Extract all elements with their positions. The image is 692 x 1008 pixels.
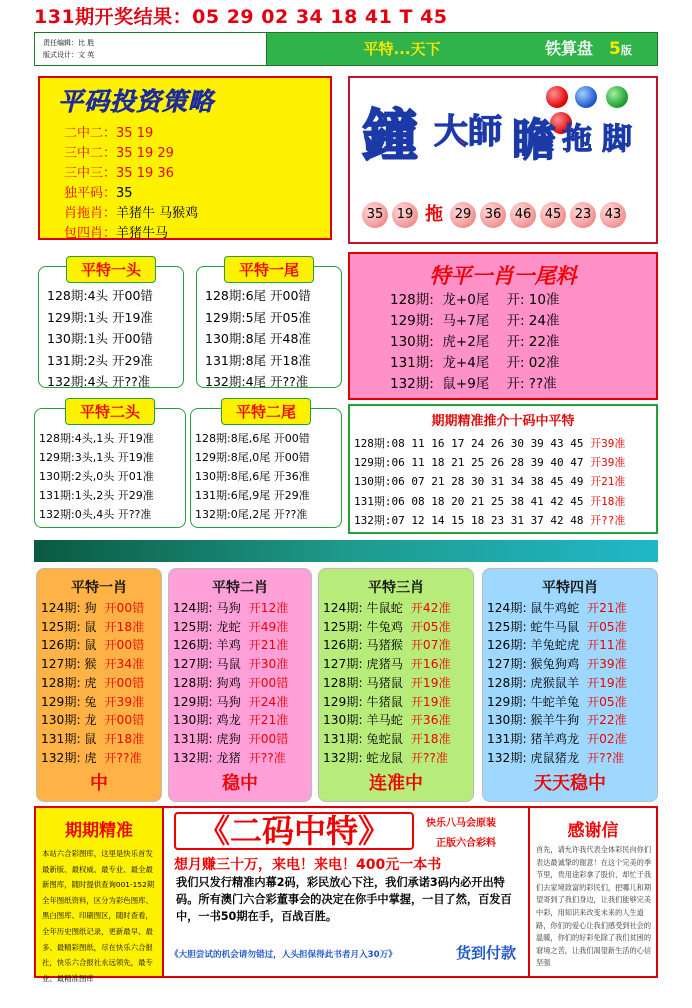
head-one-lines bbox=[47, 285, 153, 393]
strategy-value: 35 19 bbox=[116, 126, 154, 141]
recommend-numbers: 131期:06 08 18 20 21 25 38 41 42 45 bbox=[354, 494, 584, 508]
number-ball: 23 bbox=[570, 202, 596, 228]
recommend-row bbox=[354, 453, 625, 472]
recommend-result: 开21准 bbox=[590, 475, 626, 489]
zodiac-box bbox=[36, 568, 162, 802]
strategy-row bbox=[64, 144, 198, 164]
zodiac-title: 平特二肖 bbox=[212, 580, 268, 596]
header-bar bbox=[34, 32, 658, 66]
strategy-box bbox=[38, 76, 332, 240]
ad-note: 《大胆尝试的机会请勿错过，人头担保得此书者月入30万》 bbox=[170, 950, 397, 960]
header-right bbox=[537, 33, 657, 65]
zodiac-row bbox=[41, 599, 144, 618]
zodiac-pick: 124期: 鼠牛鸡蛇 bbox=[487, 601, 580, 615]
master-title-char: 大師 bbox=[434, 112, 502, 152]
strategy-label: 肖拖肖： bbox=[64, 206, 117, 221]
strategy-value: 35 19 29 bbox=[116, 146, 174, 161]
ad-side-2: 正版六合彩料 bbox=[436, 838, 496, 849]
zodiac-box bbox=[318, 568, 474, 802]
zodiac-result: 开00错 bbox=[104, 675, 145, 690]
recommend-numbers: 130期:06 07 21 28 30 31 34 38 45 49 bbox=[354, 475, 584, 489]
result-line: 132期:0头,4头 开??准 bbox=[39, 508, 152, 521]
zodiac-row bbox=[173, 674, 288, 693]
zodiac-title: 平特三肖 bbox=[368, 580, 424, 596]
strategy-label: 三中二： bbox=[64, 146, 117, 161]
zodiac-row bbox=[173, 711, 288, 730]
editor-line: 责任编辑：比 胜 bbox=[43, 39, 95, 47]
result-line: 132期: 鼠+9尾 开: ??准 bbox=[390, 376, 557, 392]
bottom-left-title: 期期精准 bbox=[65, 821, 133, 841]
zodiac-result: 开05准 bbox=[586, 694, 627, 709]
zodiac-pick: 130期: 鸡龙 bbox=[173, 713, 241, 728]
result-line: 128期:4头,1头 开19准 bbox=[39, 432, 154, 445]
zodiac-pick: 127期: 猴兔狗鸡 bbox=[487, 657, 580, 672]
zodiac-footer: 稳中 bbox=[222, 773, 258, 794]
zodiac-result: 开??准 bbox=[248, 750, 286, 765]
bottom-left-text: 本站六合彩图库，这里是快乐首发最新版、最权威、最专业、最全最新图库，随时提供查询001-152期全年图纸资料，区分为彩色图库、黑白图库、印刷图区，随时查看，全年历史图纸记录，更新最早、最多、最精彩图纸，尽在快乐六合报社，快乐六合报社永远领先，最专业、最精准图库 bbox=[42, 849, 155, 983]
zodiac-pick: 126期: 羊鸡 bbox=[173, 638, 241, 653]
head-two-lines bbox=[39, 429, 154, 524]
zodiac-row bbox=[487, 618, 627, 637]
zodiac-row bbox=[487, 749, 627, 768]
zodiac-result: 开00错 bbox=[104, 713, 145, 728]
zodiac-result: 开19准 bbox=[410, 675, 451, 690]
zodiac-pick: 127期: 猴 bbox=[41, 657, 97, 672]
result-line: 129期:3头,1头 开19准 bbox=[39, 451, 154, 464]
zodiac-row bbox=[323, 618, 451, 637]
zodiac-pick: 132期: 虎鼠猪龙 bbox=[487, 750, 580, 765]
special-title: 特平一肖一尾料 bbox=[429, 264, 577, 288]
zodiac-row bbox=[41, 749, 144, 768]
recommend-row bbox=[354, 434, 625, 453]
result-line: 128期:4头 开00错 bbox=[47, 288, 153, 303]
zodiac-result: 开19准 bbox=[410, 694, 451, 709]
paper-name: 铁算盘 bbox=[545, 39, 594, 58]
zodiac-row bbox=[173, 749, 288, 768]
bottom-left-panel bbox=[36, 808, 164, 983]
strategy-label: 独平码： bbox=[64, 186, 117, 201]
recommend-result: 开??准 bbox=[590, 513, 626, 527]
zodiac-pick: 130期: 羊马蛇 bbox=[323, 713, 403, 728]
special-lines bbox=[390, 290, 559, 395]
zodiac-result: 开18准 bbox=[410, 731, 451, 746]
strategy-label: 包四肖： bbox=[64, 226, 117, 241]
zodiac-result: 开16准 bbox=[410, 657, 451, 672]
zodiac-result: 开??准 bbox=[104, 750, 142, 765]
zodiac-box bbox=[482, 568, 658, 802]
result-line: 129期:1头 开19准 bbox=[47, 309, 153, 325]
header-title: 平特...天下 bbox=[363, 40, 441, 58]
zodiac-row bbox=[323, 749, 451, 768]
zodiac-row bbox=[323, 599, 451, 618]
zodiac-row bbox=[487, 693, 627, 712]
zodiac-result: 开05准 bbox=[586, 619, 627, 634]
zodiac-row bbox=[323, 636, 451, 655]
zodiac-pick: 127期: 虎猪马 bbox=[323, 657, 403, 672]
tail-one-box bbox=[196, 261, 342, 389]
result-line: 128期:8尾,6尾 开00错 bbox=[195, 432, 310, 445]
recommend-lines bbox=[354, 434, 625, 530]
zodiac-row bbox=[41, 711, 144, 730]
strategy-value: 羊猪牛马 bbox=[116, 226, 169, 241]
number-ball: 拖 bbox=[425, 204, 443, 225]
thanks-panel bbox=[528, 808, 656, 976]
zodiac-row bbox=[487, 674, 627, 693]
zodiac-row bbox=[41, 730, 144, 749]
recommend-row bbox=[354, 492, 625, 511]
recommend-title: 期期精准推介十码中平特 bbox=[431, 414, 575, 429]
zodiac-row bbox=[323, 674, 451, 693]
zodiac-pick: 126期: 马猪猴 bbox=[323, 638, 403, 653]
zodiac-result: 开??准 bbox=[410, 750, 449, 765]
result-line: 130期:2头,0头 开01准 bbox=[39, 470, 154, 483]
zodiac-row bbox=[41, 655, 144, 674]
thanks-text: 首先，请允许我代表全体彩民向你们表达最诚挚的谢意！在这个完美的季节里，贵用途彩拿了股价，却忙于我们去家境致富的彩民们，把哪儿和期望寄到了我们身边，让我们能够完美中彩，用知识来改变未来的人生道路，你们的爱心让我们感受到社会的温暖，你们的好彩免除了我们贫困的窘境之苦，让我们渴望新生活的心信坚强 bbox=[536, 845, 652, 968]
number-ball: 46 bbox=[510, 202, 536, 228]
result-line: 129期:8尾,0尾 开00错 bbox=[195, 451, 310, 464]
zodiac-result: 开39准 bbox=[104, 694, 145, 709]
result-line: 130期: 虎+2尾 开: 22准 bbox=[390, 334, 560, 350]
zodiac-pick: 131期: 鼠 bbox=[41, 731, 97, 746]
result-line: 130期:8尾,6尾 开36准 bbox=[195, 470, 310, 483]
result-line: 128期: 龙+0尾 开: 10准 bbox=[390, 292, 560, 308]
result-line: 131期:6尾,9尾 开29准 bbox=[195, 489, 310, 502]
tail-two-box bbox=[190, 403, 342, 528]
master-title-char: 拖 bbox=[562, 122, 592, 157]
zodiac-pick: 130期: 猴羊牛狗 bbox=[487, 713, 580, 728]
zodiac-lines bbox=[487, 599, 627, 767]
zodiac-pick: 131期: 兔蛇鼠 bbox=[323, 731, 403, 746]
zodiac-row bbox=[173, 599, 288, 618]
zodiac-row bbox=[173, 655, 288, 674]
head-one-box bbox=[38, 261, 184, 389]
recommend-numbers: 132期:07 12 14 15 18 23 31 37 42 48 bbox=[354, 513, 584, 527]
zodiac-result: 开07准 bbox=[410, 638, 451, 653]
zodiac-result: 开12准 bbox=[248, 601, 289, 615]
number-ball: 45 bbox=[540, 202, 566, 228]
zodiac-lines bbox=[173, 599, 288, 767]
master-title-char: 鐘 bbox=[362, 104, 418, 169]
result-line: 131期:1头,2头 开29准 bbox=[39, 489, 154, 502]
zodiac-lines bbox=[41, 599, 144, 767]
zodiac-pick: 128期: 虎 bbox=[41, 675, 97, 690]
zodiac-result: 开00错 bbox=[248, 731, 289, 746]
zodiac-footer: 连准中 bbox=[369, 773, 423, 794]
zodiac-pick: 125期: 牛兔鸡 bbox=[323, 619, 403, 634]
bottom-ad-panel bbox=[164, 808, 528, 976]
zodiac-pick: 132期: 龙猪 bbox=[173, 750, 241, 765]
zodiac-row bbox=[323, 730, 451, 749]
zodiac-result: 开21准 bbox=[248, 638, 289, 653]
draw-result-line: 131期开奖结果：05 29 02 34 18 41 T 45 bbox=[34, 6, 448, 28]
recommend-row bbox=[354, 472, 625, 491]
bottom-section bbox=[34, 806, 658, 983]
result-line: 130期:1头 开00错 bbox=[47, 331, 153, 346]
zodiac-row bbox=[323, 693, 451, 712]
zodiac-pick: 129期: 兔 bbox=[41, 694, 97, 709]
strategy-row bbox=[64, 164, 198, 184]
zodiac-result: 开39准 bbox=[586, 657, 627, 672]
zodiac-result: 开00错 bbox=[248, 675, 289, 690]
zodiac-result: 开18准 bbox=[104, 619, 145, 634]
strategy-row bbox=[64, 184, 198, 204]
result-line: 131期:2头 开29准 bbox=[47, 352, 153, 368]
zodiac-pick: 124期: 马狗 bbox=[173, 601, 241, 615]
strategy-row bbox=[64, 204, 198, 224]
thanks-title: 感谢信 bbox=[567, 821, 619, 841]
zodiac-row bbox=[173, 693, 288, 712]
strategy-value: 35 19 36 bbox=[116, 166, 174, 181]
recommend-numbers: 129期:06 11 18 21 25 26 28 39 40 47 bbox=[354, 456, 584, 470]
ad-paragraph: 我们只发行精准内幕2码，彩民放心下注，我们承诺3码内必开出特码。所有澳门六合彩董事会的决定在你手中掌握，一目了然，百发百中，一书50期在手，百战百胜。 bbox=[176, 876, 512, 923]
zodiac-result: 开49准 bbox=[248, 619, 289, 634]
result-line: 132期:4尾 开??准 bbox=[205, 374, 309, 389]
zodiac-result: 开36准 bbox=[410, 713, 451, 728]
zodiac-result: 开11准 bbox=[586, 638, 627, 653]
zodiac-title: 平特四肖 bbox=[542, 580, 598, 596]
zodiac-footer: 中 bbox=[90, 773, 108, 794]
zodiac-result: 开??准 bbox=[586, 750, 625, 765]
zodiac-row bbox=[487, 711, 627, 730]
zodiac-pick: 126期: 羊兔蛇虎 bbox=[487, 638, 580, 653]
master-box bbox=[348, 76, 658, 244]
number-ball: 29 bbox=[450, 202, 476, 228]
tail-two-lines bbox=[195, 429, 310, 524]
head-two-box bbox=[34, 403, 186, 528]
zodiac-box bbox=[168, 568, 312, 802]
zodiac-pick: 124期: 牛鼠蛇 bbox=[323, 601, 403, 615]
zodiac-row bbox=[41, 693, 144, 712]
strategy-title: 平码投资策略 bbox=[58, 87, 215, 116]
zodiac-row bbox=[487, 599, 627, 618]
zodiac-pick: 132期: 蛇龙鼠 bbox=[323, 750, 403, 765]
result-line: 131期: 龙+4尾 开: 02准 bbox=[390, 355, 560, 371]
zodiac-lines bbox=[323, 599, 451, 767]
result-line: 132期:4头 开??准 bbox=[47, 374, 151, 389]
zodiac-pick: 129期: 马狗 bbox=[173, 694, 241, 709]
head-one-title: 平特一头 bbox=[66, 256, 156, 283]
result-line: 129期: 马+7尾 开: 24准 bbox=[390, 313, 560, 329]
number-ball: 36 bbox=[480, 202, 506, 228]
ad-side-1: 快乐八马会原装 bbox=[426, 818, 496, 829]
tail-one-lines bbox=[205, 285, 311, 393]
zodiac-pick: 130期: 龙 bbox=[41, 713, 97, 728]
tail-one-title: 平特一尾 bbox=[224, 256, 314, 283]
zodiac-pick: 132期: 虎 bbox=[41, 750, 97, 765]
zodiac-row bbox=[41, 618, 144, 637]
strategy-rows bbox=[64, 124, 198, 244]
zodiac-row bbox=[487, 730, 627, 749]
number-ball: 35 bbox=[362, 202, 388, 228]
result-line: 132期:0尾,2尾 开??准 bbox=[195, 508, 308, 521]
strategy-label: 二中二： bbox=[64, 126, 117, 141]
result-line: 131期:8尾 开18准 bbox=[205, 352, 311, 368]
zodiac-pick: 125期: 鼠 bbox=[41, 619, 97, 634]
zodiac-row bbox=[173, 730, 288, 749]
zodiac-title: 平特一肖 bbox=[71, 580, 127, 596]
ad-payment: 货到付款 bbox=[456, 944, 517, 962]
zodiac-row bbox=[323, 655, 451, 674]
strategy-row bbox=[64, 224, 198, 244]
recommend-row bbox=[354, 511, 625, 530]
result-line: 130期:8尾 开48准 bbox=[205, 331, 311, 346]
ad-main-title: 《二码中特》 bbox=[174, 812, 414, 850]
zodiac-row bbox=[487, 655, 627, 674]
master-numbers bbox=[362, 202, 626, 228]
zodiac-result: 开00错 bbox=[104, 601, 145, 615]
recommend-result: 开39准 bbox=[590, 437, 626, 450]
zodiac-pick: 126期: 鼠 bbox=[41, 638, 97, 653]
strategy-value: 羊猪牛 马猴鸡 bbox=[116, 206, 199, 221]
edition-number: 5 bbox=[609, 39, 621, 59]
ad-slogan: 想月赚三十万，来电！来电！400元一本书 bbox=[174, 857, 442, 873]
zodiac-result: 开22准 bbox=[586, 713, 627, 728]
strategy-label: 三中三： bbox=[64, 166, 117, 181]
zodiac-row bbox=[323, 711, 451, 730]
zodiac-result: 开34准 bbox=[104, 657, 145, 672]
zodiac-pick: 128期: 虎猴鼠羊 bbox=[487, 675, 580, 690]
recommend-result: 开18准 bbox=[590, 494, 626, 508]
number-ball: 43 bbox=[600, 202, 626, 228]
zodiac-result: 开18准 bbox=[104, 731, 145, 746]
zodiac-result: 开30准 bbox=[248, 657, 289, 672]
zodiac-pick: 129期: 牛蛇羊兔 bbox=[487, 694, 580, 709]
recommend-box bbox=[348, 404, 658, 534]
zodiac-result: 开19准 bbox=[586, 675, 627, 690]
zodiac-row bbox=[487, 636, 627, 655]
strategy-value: 35 bbox=[116, 186, 133, 201]
tail-two-title: 平特二尾 bbox=[221, 398, 311, 425]
zodiac-result: 开42准 bbox=[410, 601, 451, 615]
result-line: 128期:6尾 开00错 bbox=[205, 288, 311, 303]
zodiac-row bbox=[41, 674, 144, 693]
zodiac-pick: 131期: 猪羊鸡龙 bbox=[487, 731, 580, 746]
zodiac-pick: 128期: 马猪鼠 bbox=[323, 675, 403, 690]
zodiac-pick: 125期: 蛇牛马鼠 bbox=[487, 619, 580, 634]
master-title-char: 瞻 bbox=[512, 115, 556, 166]
designer-line: 版式设计：文 英 bbox=[43, 51, 95, 59]
special-box bbox=[348, 252, 658, 400]
zodiac-result: 开24准 bbox=[248, 694, 289, 709]
master-title-char: 脚 bbox=[602, 122, 632, 157]
recommend-numbers: 128期:08 11 16 17 24 26 30 39 43 45 bbox=[354, 437, 584, 450]
zodiac-result: 开21准 bbox=[586, 601, 627, 615]
zodiac-footer: 天天稳中 bbox=[534, 773, 606, 794]
zodiac-pick: 124期: 狗 bbox=[41, 601, 97, 615]
editor-credits bbox=[35, 33, 267, 65]
zodiac-pick: 125期: 龙蛇 bbox=[173, 619, 241, 634]
zodiac-result: 开05准 bbox=[410, 619, 451, 634]
zodiac-result: 开00错 bbox=[104, 638, 145, 653]
zodiac-row bbox=[173, 618, 288, 637]
zodiac-result: 开21准 bbox=[248, 713, 289, 728]
edition-suffix: 版 bbox=[620, 44, 632, 57]
zodiac-pick: 127期: 马鼠 bbox=[173, 657, 241, 672]
number-ball: 19 bbox=[392, 202, 418, 228]
zodiac-pick: 129期: 牛猪鼠 bbox=[323, 694, 403, 709]
strategy-row bbox=[64, 124, 198, 144]
zodiac-pick: 131期: 虎狗 bbox=[173, 731, 241, 746]
recommend-result: 开39准 bbox=[590, 456, 626, 470]
zodiac-pick: 128期: 狗鸡 bbox=[173, 675, 241, 690]
zodiac-row bbox=[173, 636, 288, 655]
zodiac-row bbox=[41, 636, 144, 655]
head-two-title: 平特二头 bbox=[65, 398, 155, 425]
zodiac-result: 开02准 bbox=[586, 731, 627, 746]
divider-bar bbox=[34, 540, 658, 562]
result-line: 129期:5尾 开05准 bbox=[205, 309, 311, 325]
